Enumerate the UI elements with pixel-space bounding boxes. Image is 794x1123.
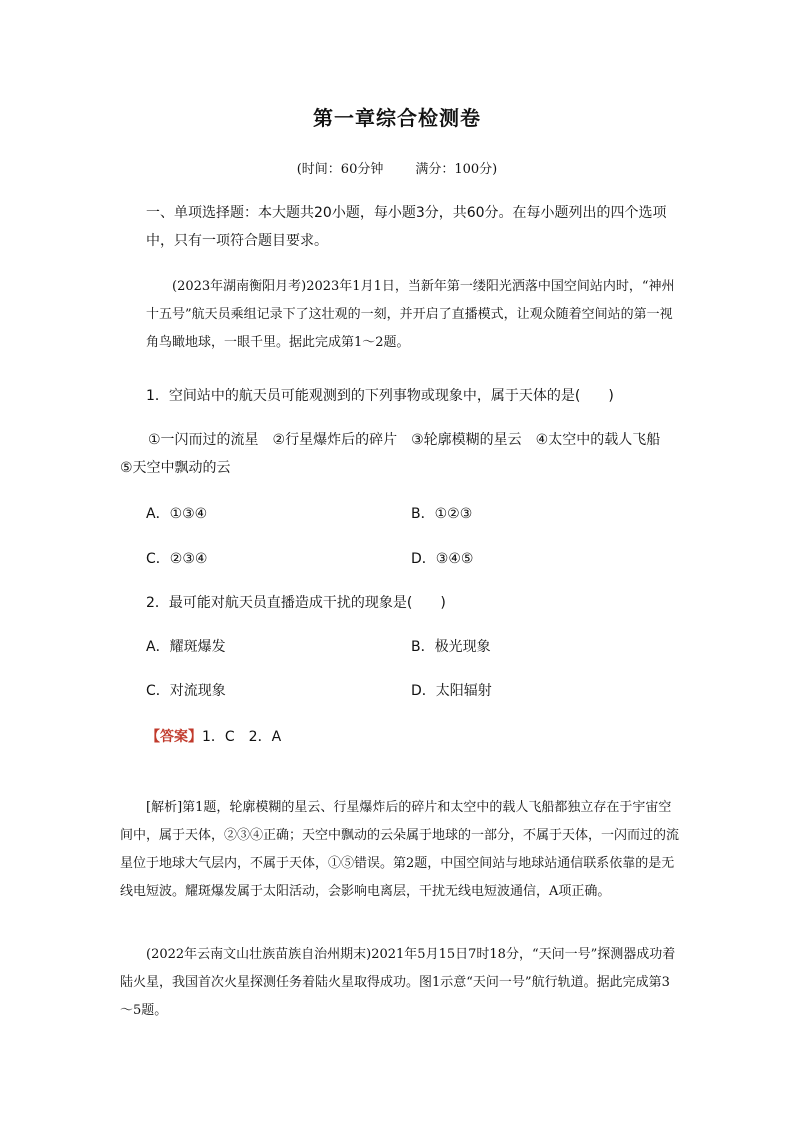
passage-1: (2023年湖南衡阳月考)2023年1月1日，当新年第一缕阳光洒落中国空间站内时，“神州十五号”航天员乘组记录下了这壮观的一刻，并开启了直播模式，让观众随着空间站的第一视角鸟瞰地球，一眼千里。据此完成第1～2题。 xyxy=(146,279,675,350)
option-c: C．对流现象 xyxy=(146,683,226,699)
option-a: A．①③④ xyxy=(146,506,208,522)
section-heading: 一、单项选择题：本大题共20小题，每小题3分，共60分。在每小题列出的四个选项中，只有一项符合题目要求。 xyxy=(146,205,667,249)
option-b: B．①②③ xyxy=(411,506,473,522)
exam-time: (时间：60分钟 xyxy=(296,162,384,177)
question-1-items: ①一闪而过的流星 ②行星爆炸后的碎片 ③轮廓模糊的星云 ④太空中的载人飞船 ⑤天空中飘动的云 xyxy=(120,432,675,476)
answer-text: 1．C 2．A xyxy=(202,729,282,745)
answer-line xyxy=(146,723,676,751)
question-1-stem: 1．空间站中的航天员可能观测到的下列事物或现象中，属于天体的是( ) xyxy=(146,388,614,404)
page-title: 第一章综合检测卷 xyxy=(313,106,481,130)
question-2-options-row-1 xyxy=(146,633,676,661)
question-1-options-row-1 xyxy=(146,500,676,528)
passage-2: (2022年云南文山壮族苗族自治州期末)2021年5月15日7时18分，“天问一号”探测器成功着陆火星，我国首次火星探测任务着陆火星取得成功。图1示意“天问一号”航行轨道。据此完成第3～5题。 xyxy=(120,947,676,1018)
exam-info xyxy=(0,158,794,177)
option-b: B．极光现象 xyxy=(411,639,491,655)
question-2-options-row-2 xyxy=(146,677,676,705)
analysis-paragraph: [解析]第1题，轮廓模糊的星云、行星爆炸后的碎片和太空中的载人飞船都独立存在于宇宙空间中，属于天体，②③④正确；天空中飘动的云朵属于地球的一部分，不属于天体，一闪而过的流星位于地球大气层内，不属于天体，①⑤错误。第2题，中国空间站与地球站通信联系依靠的是无线电短波。耀斑爆发属于太阳活动，会影响电离层，干扰无线电短波通信，A项正确。 xyxy=(120,800,680,899)
question-2-stem: 2．最可能对航天员直播造成干扰的现象是( ) xyxy=(146,595,446,611)
question-1-options-row-2 xyxy=(146,545,676,573)
exam-score: 满分：100分) xyxy=(415,162,498,177)
option-a: A．耀斑爆发 xyxy=(146,639,226,655)
option-d: D．③④⑤ xyxy=(411,551,474,567)
option-c: C．②③④ xyxy=(146,551,208,567)
answer-tag: 【答案】 xyxy=(146,729,202,745)
option-d: D．太阳辐射 xyxy=(411,683,492,699)
